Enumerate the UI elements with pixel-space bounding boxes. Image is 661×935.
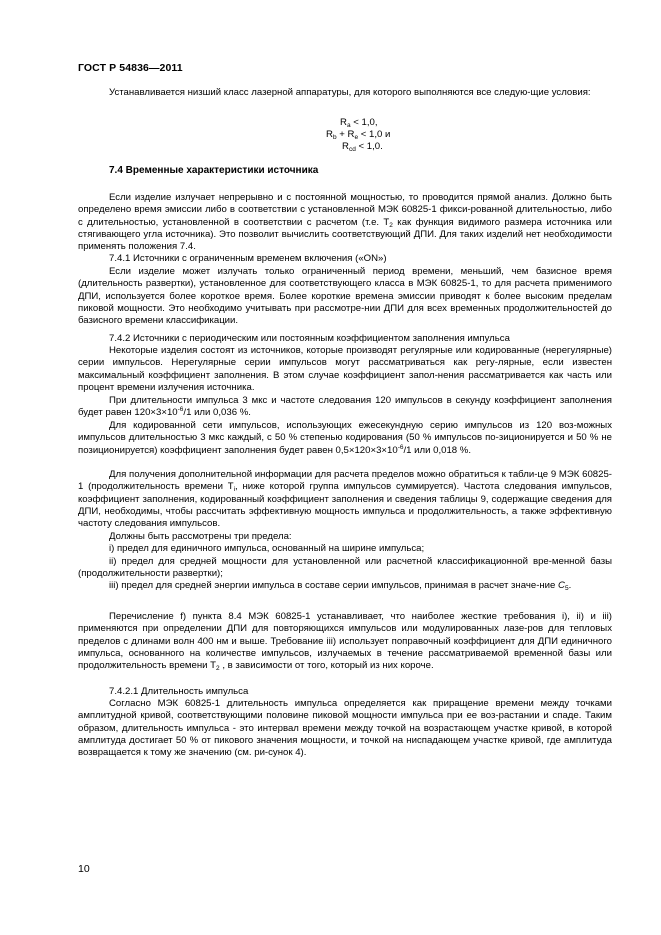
section-heading-7-4: 7.4 Временные характеристики источника xyxy=(109,165,319,176)
list-item-i: i) предел для единичного импульса, основанный на ширине импульса; xyxy=(109,543,425,554)
condition-rcd: $R_{cd} < 1,0$. xyxy=(342,141,383,153)
list-item-ii: ii) предел для средней мощности для установленной или расчетной классификационной вре-менной базы (продолжительности развертки); xyxy=(78,556,612,580)
intro-paragraph: Устанавливается низший класс лазерной аппаратуры, для которого выполняются все следую-щие условия: xyxy=(109,87,591,98)
paragraph-three-limits: Должны быть рассмотрены три предела: xyxy=(109,531,292,542)
paragraph-clause-8-4-f: Перечисление f) пункта 8.4 МЭК 60825-1 устанавливает, что наиболее жесткие требования i), ii) и iii) применяются при определении ДПИ для повторяющихся импульсов или модулированных лазе-ров для тепловых пределов с длинами волн 400 нм и выше. Требование iii) использует поправочный коэффициент для ДПИ единичного импульса, основанного на количестве импульсов, излучаемых в течение рассматриваемой временной базы или продолжительность времени $Т_2$ , в зависимости от того, который из них короче. xyxy=(78,611,612,673)
paragraph-pulse-duration: Согласно МЭК 60825-1 длительность импульса определяется как приращение времени между точками амплитудной кривой, соответствующими половине пиковой мощности импульса при ее воз-растании и спаде. Таким образом, длительность импульса - это интервал времени между точкой на возрастающем участке кривой, в которой амплитуда достигает 50 % от пикового значения мощности, и точкой на ниспадающем участке кривой, где амплитуда возвращается к тому же значению (см. ри-сунок 4). xyxy=(78,698,612,759)
paragraph-coded-pulses: Для кодированной сети импульсов, использующих ежесекундную серию импульсов из 120 воз-можных импульсов длительностью 3 мкс каждый, с 50 % степенью кодирования (50 % импульсов по-зиционируется и 50 % не позиционируется) коэффициент заполнения будет равен $0,5\times 120\times 3\times 10^{-6}/1$ или 0,018 %. xyxy=(78,420,612,456)
paragraph-duty-cycle-example: При длительности импульса 3 мкс и частоте следования 120 импульсов в секунду коэффициент заполнения будет равен $120\times 3\times 10^{-6}/1$ или 0,036 %. xyxy=(78,395,612,419)
condition-rb-re: $R_b + R_e < 1,0$ и xyxy=(326,129,391,141)
subsection-heading-7-4-1: 7.4.1 Источники с ограниченным временем включения («ON») xyxy=(109,253,387,264)
document-header: ГОСТ Р 54836—2011 xyxy=(78,62,183,74)
paragraph-pulse-series: Некоторые изделия состоят из источников, которые производят регулярные или кодированные (нерегулярные) серии импульсов. Нерегулярные серии импульсов могут рассматриваться как регу-лярные, если известен максимальный коэффициент заполнения. В этом случае коэффициент запол-нения рассматривается как часть или процент времени излучения источника. xyxy=(78,345,612,394)
paragraph-table-9-reference: Для получения дополнительной информации для расчета пределов можно обратиться к табли-це 9 МЭК 60825-1 (продолжительность времени $T_i$, ниже которой группа импульсов суммируется). Частота следования импульсов, коэффициент заполнения, кодированный коэффициент заполнения и сведения таблицы 9, содержащие сведения для ДПИ, необходимы, чтобы рассчитать эффективную мощность импульса и продолжительность, а также эффективную частоту следования импульсов. xyxy=(78,469,612,530)
list-item-iii: iii) предел для средней энергии импульса в составе серии импульсов, принимая в расчет значе-ние $C_5$. xyxy=(109,580,572,592)
paragraph-limited-on-time: Если изделие может излучать только ограниченный период времени, меньший, чем базисное время (длительность развертки), установленное для соответствующего класса в МЭК 60825-1, то для расчета применимого ДПИ, используется более короткое время. Более короткие времена эмиссии приводят к более высоким пределам пиковой мощности. Это необходимо учитывать при рассмотре-нии ДПИ для всех временных продолжительностей до базисного времени классификации. xyxy=(78,266,612,327)
subsection-heading-7-4-2: 7.4.2 Источники с периодическим или постоянным коэффициентом заполнения импульса xyxy=(109,333,510,344)
condition-ra: $R_a < 1,0$, xyxy=(340,117,378,129)
paragraph-continuous-emission: Если изделие излучает непрерывно и с постоянной мощностью, то проводится прямой анализ. Должно быть определено время эмиссии либо в соответствии с установленной МЭК 60825-1 фикси-рованной длительностью, либо с длительностью, установленной в соответствии с расчетом (т.е. $Т_2$ как функция видимого размера источника или стягивающего угла источника). Это позволит вычислить соответствующий ДПИ. Для таких изделий нет необходимости применять положения 7.4. xyxy=(78,192,612,253)
page-number: 10 xyxy=(78,863,90,875)
subsection-heading-7-4-2-1: 7.4.2.1 Длительность импульса xyxy=(109,686,249,697)
